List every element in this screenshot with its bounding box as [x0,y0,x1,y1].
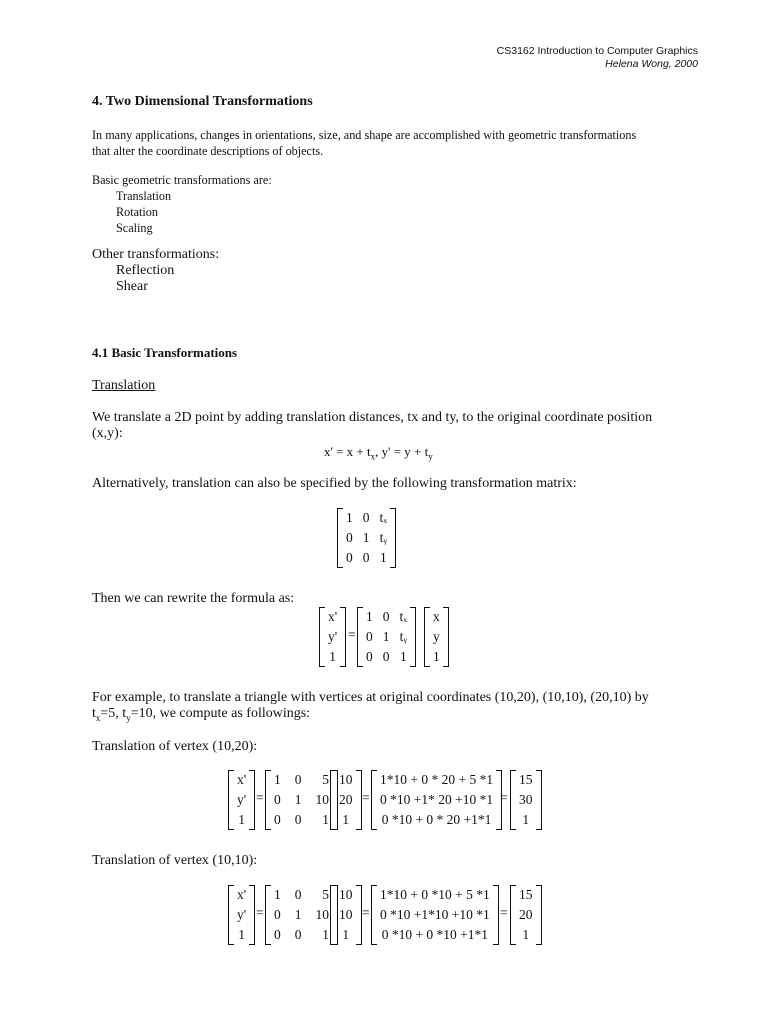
m-12: tᵧ [379,530,387,545]
m-00: 1 [366,609,373,624]
vp-2: 1 [238,927,245,942]
ex2-vector [330,885,362,945]
example-line-2 [92,706,649,726]
m-22: 1 [399,649,407,664]
m-02: tₓ [379,510,388,525]
m-11: 1 [362,530,370,545]
ex2-equals-2: = [362,905,370,920]
ex2-equals-3: = [500,905,508,920]
m-11: 1 [382,629,390,644]
vector-xy [424,607,449,667]
m-20: 0 [274,927,281,942]
m-01: 0 [294,772,302,787]
r-0: 15 [519,887,533,902]
vp-2: 1 [238,812,245,827]
basic-item-translation: Translation [116,189,172,203]
m-22: 1 [322,812,329,827]
vp-0: x' [237,887,247,902]
m-01: 0 [382,609,390,624]
ex2-vector-prime [228,885,255,945]
calc-grid [377,770,496,830]
example-line-1: For example, to translate a triangle with vertices at original coordinates (10,20), (10,10), (20,10) by [92,690,649,705]
calc-1: 0 *10 +1* 20 +10 *1 [380,792,494,807]
vp-2: 1 [329,649,336,664]
result-grid [516,885,536,945]
vp-0: x' [237,772,247,787]
matrix-grid [271,770,332,830]
author-header: Helena Wong, 2000 [605,58,698,70]
m-00: 1 [346,510,353,525]
ex1-calc [371,770,502,830]
vector-prime [319,607,346,667]
translation-matrix [337,508,396,568]
translate-line-1: We translate a 2D point by adding translation distances, tx and ty, to the original coordinate position [92,410,653,425]
r-2: 1 [522,927,530,942]
vx-0: x [433,609,440,624]
r-1: 30 [519,792,533,807]
ex1-matrix [265,770,338,830]
ex1-equals-1: = [256,790,264,805]
bracket-right [443,607,449,667]
bracket-right [410,607,416,667]
vx-2: 1 [433,649,440,664]
r-1: 20 [519,907,533,922]
m-02: 5 [322,772,329,787]
ex-part-a: t [92,706,96,721]
bracket-right [356,770,362,830]
m-20: 0 [366,649,373,664]
translate-paragraph [92,410,652,442]
bracket-right [340,607,346,667]
vp-1: y' [237,792,247,807]
vector-grid [234,770,249,830]
m-10: 0 [274,907,281,922]
translate-formula [324,444,433,465]
bracket-right [493,885,499,945]
other-list [92,247,219,295]
translation-heading: Translation [92,378,156,393]
ex-part-b: =5, t [100,706,127,721]
m-11: 1 [294,907,302,922]
vp-1: y' [237,907,247,922]
m-01: 0 [362,510,370,525]
alt-text: Alternatively, translation can also be specified by the following transformation matrix: [92,476,577,491]
formula-sub-y: y [428,451,433,462]
bracket-right [249,885,255,945]
vp-0: x' [328,609,338,624]
m-21: 0 [294,812,302,827]
equals-sign: = [348,627,356,642]
m-21: 0 [362,550,370,565]
m-12: 10 [315,792,329,807]
ex2-calc [371,885,499,945]
bracket-right [249,770,255,830]
other-item-shear: Shear [116,279,148,294]
m-01: 0 [294,887,302,902]
v-1: 20 [339,792,353,807]
m-02: tₓ [399,609,408,624]
m-21: 0 [294,927,302,942]
ex2-label: Translation of vertex (10,10): [92,853,258,868]
ex2-result [510,885,542,945]
v-0: 10 [339,772,353,787]
basic-item-scaling: Scaling [116,221,153,235]
rewrite-text: Then we can rewrite the formula as: [92,591,295,606]
calc-0: 1*10 + 0 * 20 + 5 *1 [380,772,494,787]
calc-1: 0 *10 +1*10 +10 *1 [380,907,490,922]
ex-part-c: =10, we compute as followings: [130,706,311,721]
m-20: 0 [274,812,281,827]
basic-label: Basic geometric transformations are: [92,173,272,187]
calc-2: 0 *10 + 0 *10 +1*1 [381,927,489,942]
section-title: 4. Two Dimensional Transformations [92,94,313,109]
v-2: 1 [342,812,350,827]
intro-paragraph [92,127,636,159]
vector-grid [325,607,340,667]
v-1: 10 [339,907,353,922]
vector-grid [336,885,356,945]
translation-matrix-2 [357,607,416,667]
ex-sub-y: y [126,712,131,723]
course-header: CS3162 Introduction to Computer Graphics [496,45,698,57]
ex-sub-x: x [95,712,101,723]
m-12: 10 [315,907,329,922]
translate-line-2: (x,y): [92,426,123,441]
bracket-right [390,508,396,568]
m-10: 0 [366,629,373,644]
m-10: 0 [274,792,281,807]
vp-1: y' [328,629,338,644]
m-12: tᵧ [399,629,407,644]
v-2: 1 [342,927,350,942]
m-00: 1 [274,772,281,787]
formula-part-b: , y' = y + t [375,444,429,459]
m-21: 0 [382,649,390,664]
m-11: 1 [294,792,302,807]
vx-1: y [433,629,440,644]
calc-0: 1*10 + 0 *10 + 5 *1 [380,887,490,902]
m-22: 1 [379,550,387,565]
vector-grid [336,770,356,830]
formula-sub-x: x [370,451,376,462]
vector-grid [430,607,443,667]
other-item-reflection: Reflection [116,263,175,278]
intro-line-2: that alter the coordinate descriptions of objects. [92,144,324,158]
formula-part-a: x' = x + t [324,444,371,459]
result-grid [516,770,536,830]
m-00: 1 [274,887,281,902]
matrix-grid [363,607,410,667]
ex2-equals-1: = [256,905,264,920]
m-02: 5 [322,887,329,902]
r-0: 15 [519,772,533,787]
basic-list [92,172,272,236]
m-22: 1 [322,927,329,942]
vector-grid [234,885,249,945]
bracket-right [356,885,362,945]
intro-line-1: In many applications, changes in orientations, size, and shape are accomplished with geometric transformations [92,128,637,142]
v-0: 10 [339,887,353,902]
subsection-title: 4.1 Basic Transformations [92,345,238,360]
calc-grid [377,885,493,945]
matrix-grid [343,508,390,568]
ex1-vector-prime [228,770,255,830]
m-10: 0 [346,530,353,545]
ex2-matrix [265,885,338,945]
bracket-right [536,885,542,945]
ex1-label: Translation of vertex (10,20): [92,739,258,754]
bracket-right [536,770,542,830]
other-label: Other transformations: [92,247,220,262]
ex1-result [510,770,542,830]
ex1-equals-3: = [500,790,508,805]
example-paragraph [92,690,649,726]
ex1-vector [330,770,362,830]
matrix-grid [271,885,332,945]
basic-item-rotation: Rotation [116,205,158,219]
m-20: 0 [346,550,353,565]
calc-2: 0 *10 + 0 * 20 +1*1 [381,812,492,827]
ex1-equals-2: = [362,790,370,805]
r-2: 1 [522,812,530,827]
